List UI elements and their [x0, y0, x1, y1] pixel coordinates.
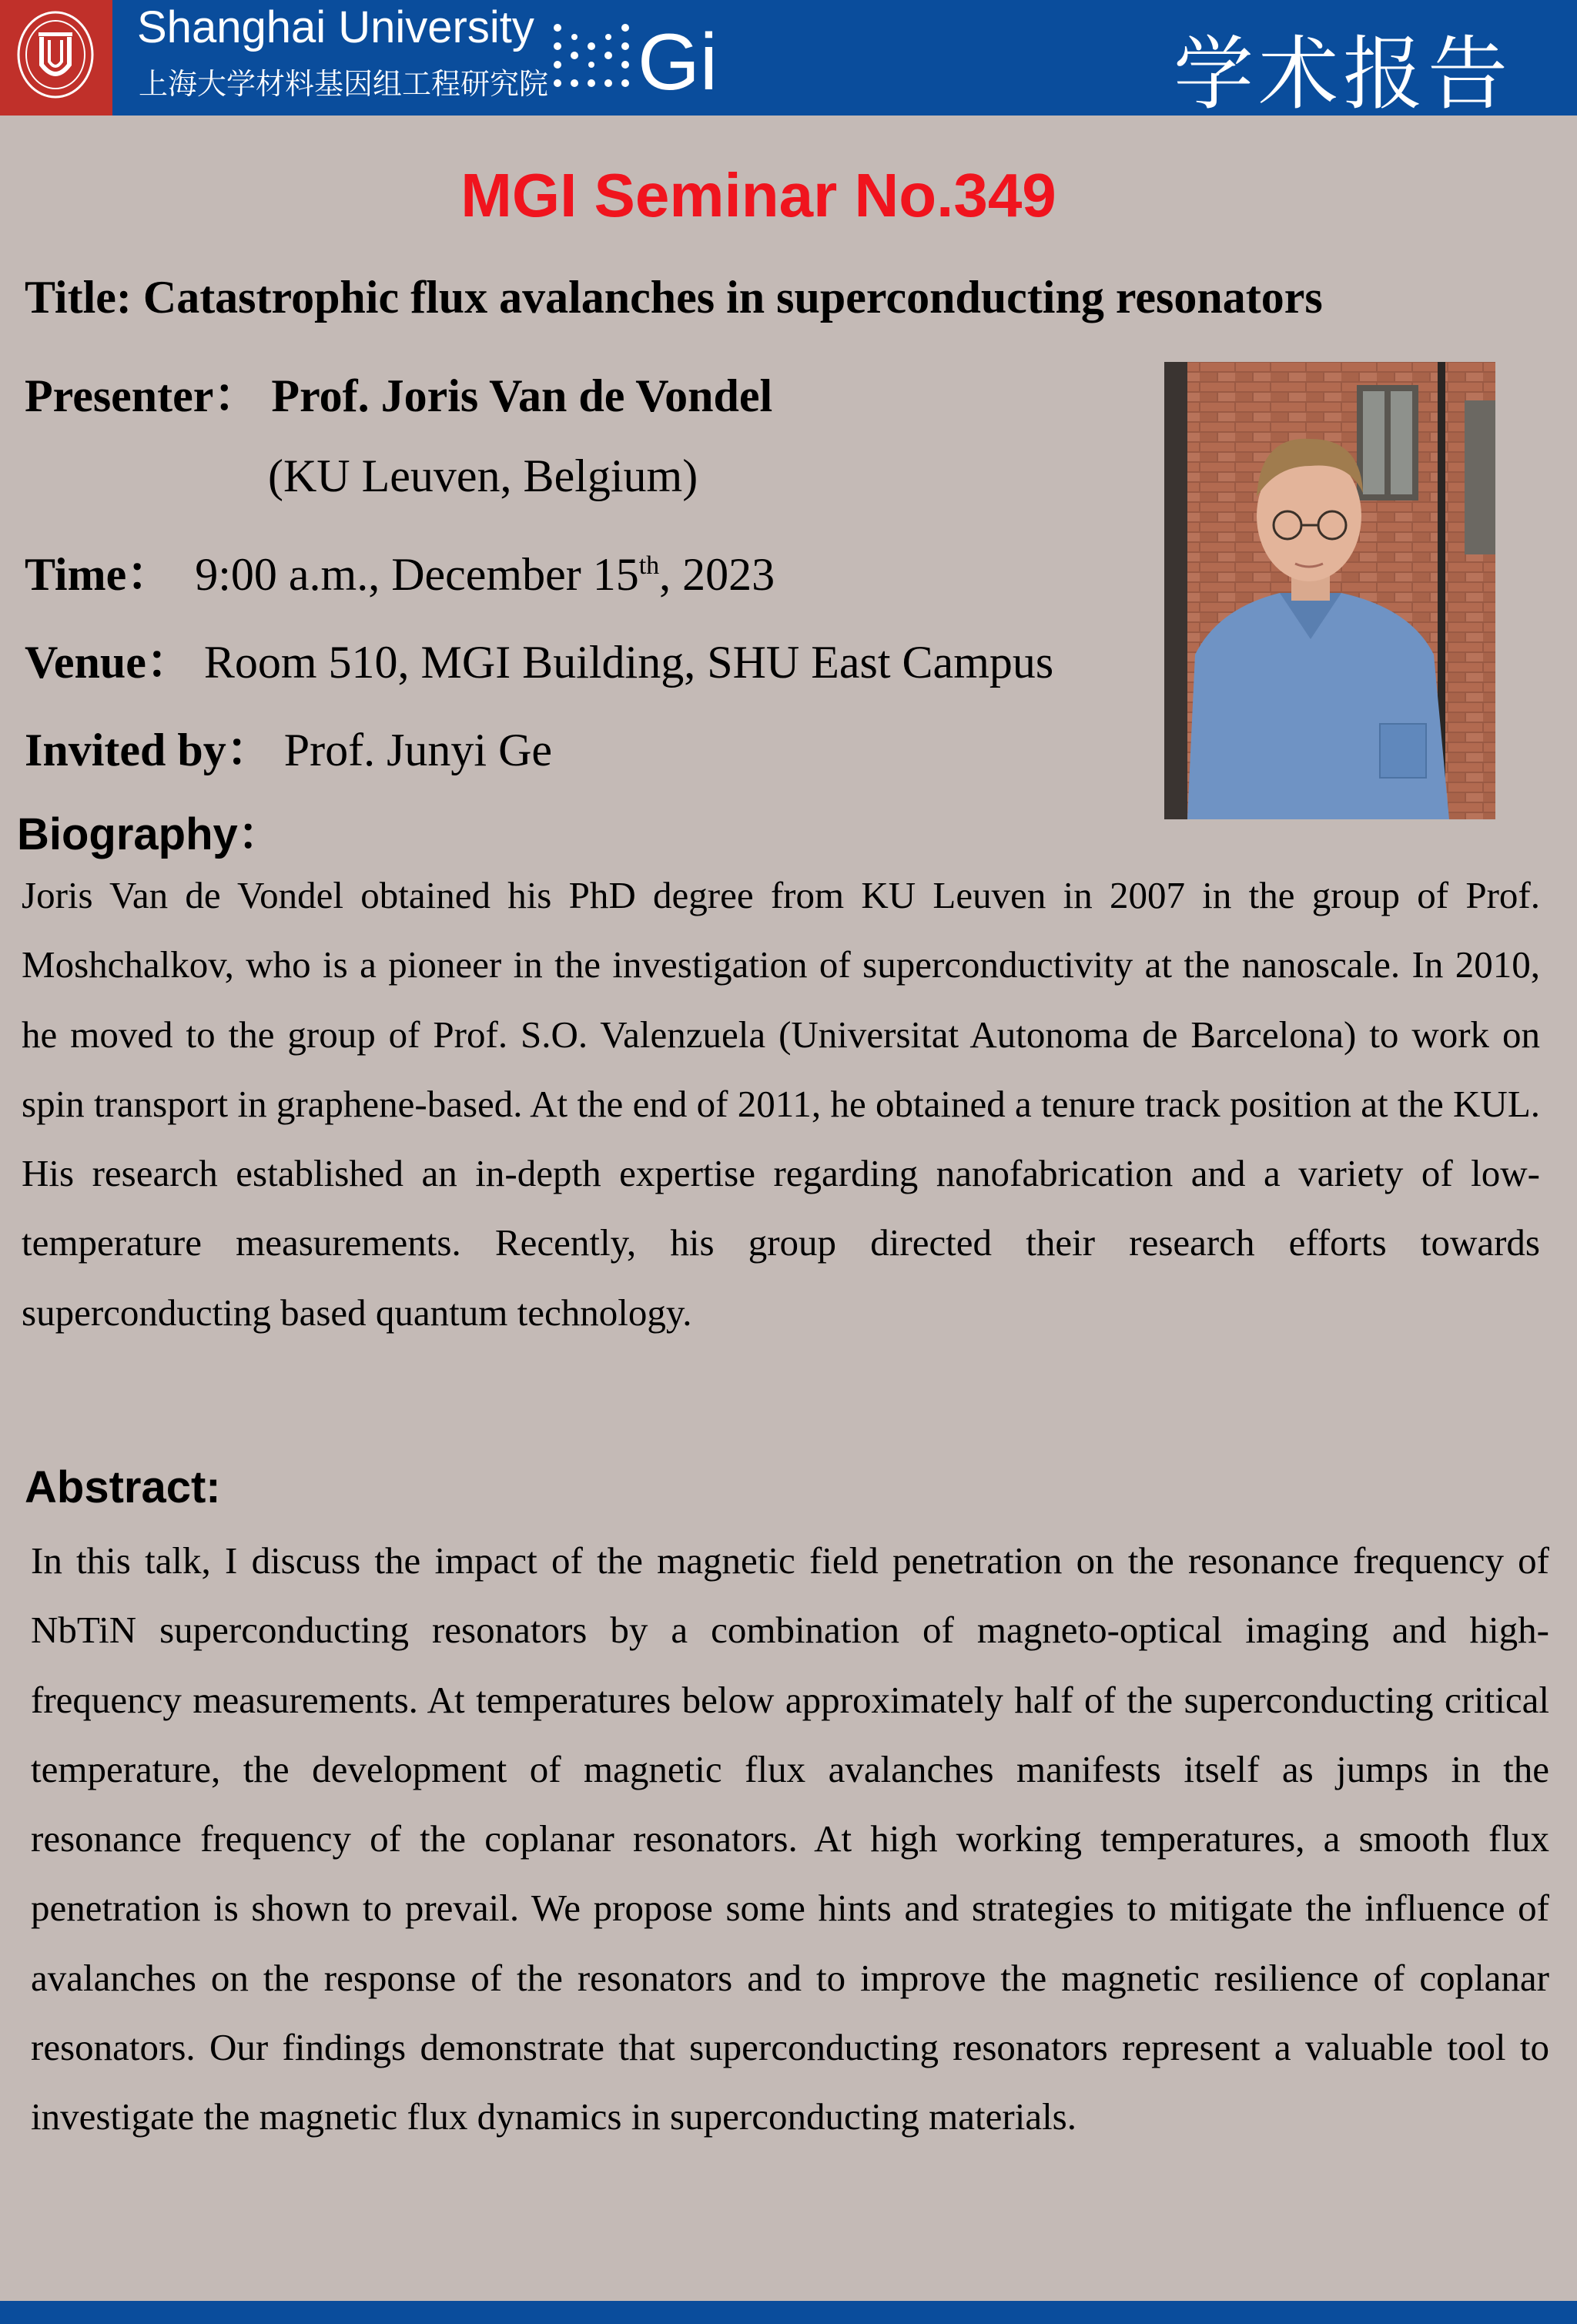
talk-title: Catastrophic flux avalanches in superconducting resonators — [142, 272, 1323, 323]
venue-label: Venue： — [25, 637, 193, 688]
university-name: Shanghai University — [137, 2, 534, 52]
biography-text: Joris Van de Vondel obtained his PhD degree from KU Leuven in 2007 in the group of Prof. Moshchalkov, who is a pioneer in the investigation of superconductivity at the nanoscale. In 2010, he moved to the group of Prof. S.O. Valenzuela (Universitat Autonoma de Barcelona) to work on spin transport in graphene-based. At the end of 2011, he obtained a tenure track position at the KUL. His research established an in-depth expertise regarding nanofabrication and a variety of low-temperature measurements. Recently, his group directed their research efforts towards superconducting based quantum technology. — [22, 874, 1540, 1334]
seminar-heading: MGI Seminar No.349 — [460, 161, 1056, 229]
presenter-name: Prof. Joris Van de Vondel — [271, 370, 773, 421]
banner-title: 学术报告 — [1173, 27, 1512, 121]
university-logo-box — [0, 0, 112, 116]
mgi-logo-text: Gi — [638, 18, 718, 103]
biography-heading: Biography： — [17, 809, 283, 859]
venue-value: Room 510, MGI Building, SHU East Campus — [203, 637, 1054, 688]
time-label: Time： — [25, 549, 173, 600]
university-seal-logo — [15, 9, 95, 100]
time-value-sup: th — [638, 551, 660, 580]
invited-line — [25, 713, 552, 779]
invited-value: Prof. Junyi Ge — [283, 725, 553, 775]
header-banner — [0, 0, 1577, 121]
presenter-label: Presenter： — [25, 370, 260, 421]
time-value-pre: 9:00 a.m., December 15 — [195, 549, 639, 600]
presenter-photo — [1164, 362, 1495, 819]
abstract-heading: Abstract: — [25, 1462, 221, 1512]
institute-name: 上海大学材料基因组工程研究院 — [139, 67, 549, 101]
presenter-line — [25, 359, 772, 425]
invited-label: Invited by： — [25, 725, 273, 775]
title-line — [25, 271, 1323, 324]
mgi-logo-icon — [551, 11, 736, 103]
title-label: Title: — [25, 272, 132, 323]
venue-line — [25, 625, 1053, 692]
abstract-text: In this talk, I discuss the impact of the magnetic field penetration on the resonance frequency of NbTiN superconducting resonators by a combination of magneto-optical imaging and high-frequency measurements. At temperatures below approximately half of the superconducting critical temperature, the development of magnetic flux avalanches manifests itself as jumps in the resonance frequency of the coplanar resonators. At high working temperatures, a smooth flux penetration is shown to prevail. We propose some hints and strategies to mitigate the influence of avalanches on the response of the resonators and to improve the magnetic resilience of coplanar resonators. Our findings demonstrate that superconducting resonators represent a valuable tool to investigate the magnetic flux dynamics in superconducting materials. — [31, 1539, 1549, 2138]
time-line — [25, 537, 775, 604]
footer-bar — [0, 2301, 1577, 2324]
presenter-affiliation: (KU Leuven, Belgium) — [268, 450, 698, 501]
time-value-post: , 2023 — [659, 549, 775, 600]
